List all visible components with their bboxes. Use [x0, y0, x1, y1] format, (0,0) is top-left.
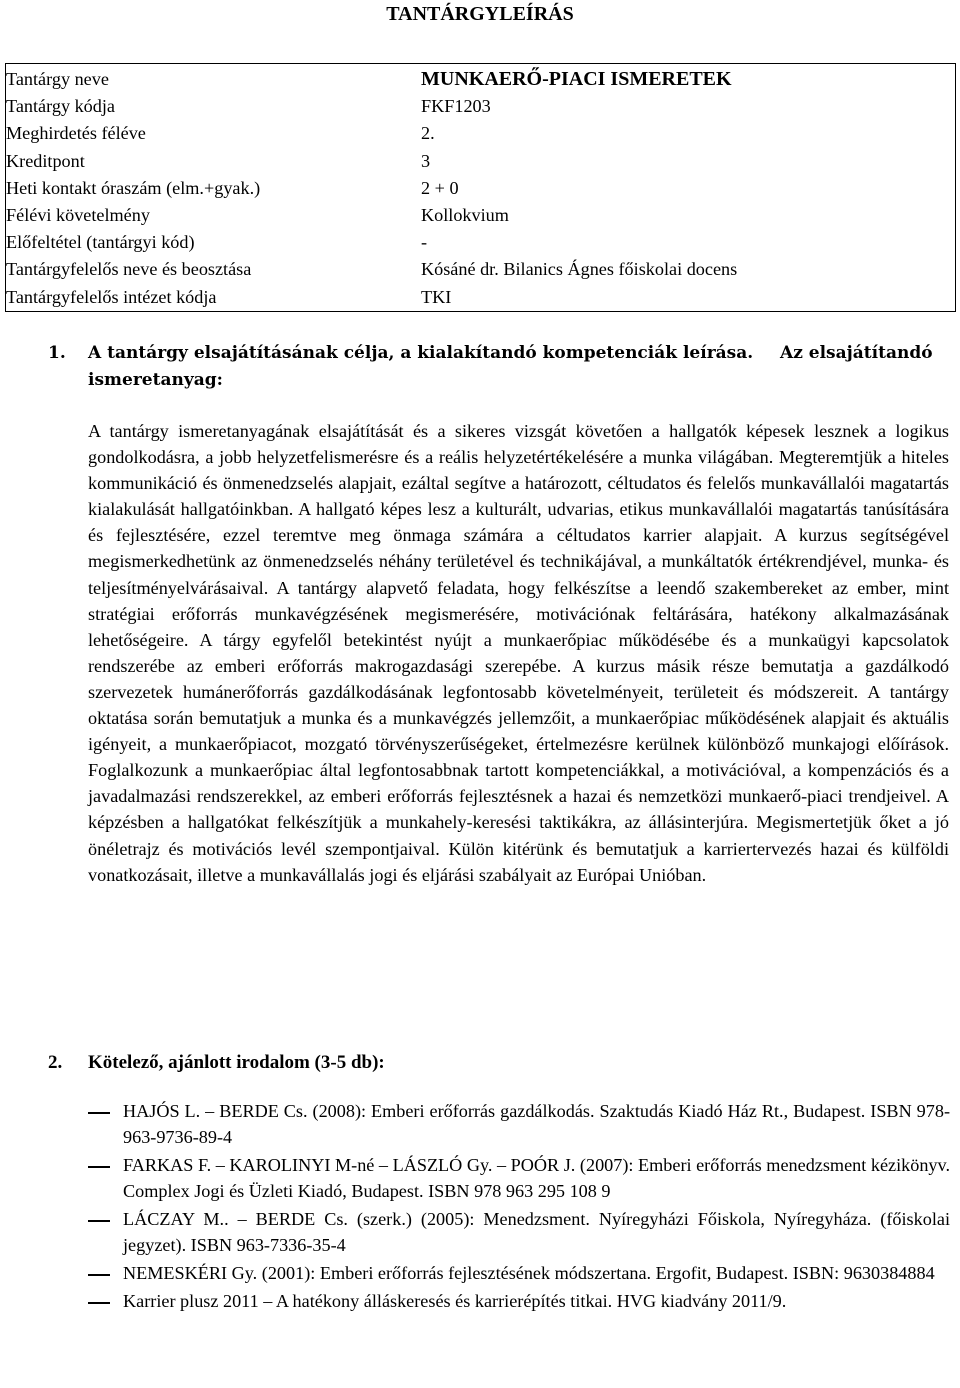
info-label: Kreditpont: [6, 150, 85, 171]
dash-bullet-icon: [88, 1274, 110, 1276]
section-1-body: A tantárgy ismeretanyagának elsajátítását és a sikeres vizsgát követően a hallgatók képesek lesznek a logikus gondolkodásra, a jobb helyzetfelismerésre és a reális helyzetértékelésére a munka világában. Megteremtjük a hiteles kommunikáció és önmenedzselés alapjait, ezáltal segítve a határozott, céltudatos és felelős munkavállalói magatartás kialakulását hallgatóinkban. A hallgató képes lesz a kulturált, udvarias, etikus munkavállalói magatartás tanúsítására és fejlesztésére, ezzel teremtve meg önmaga számára a céltudatos karrier alapjait. A kurzus segítségével megismerkedhetünk az önmenedzselés néhány területével és technikájával, a munkáltatók értékrendjével, munka- és teljesítményelvárásaival. A tantárgy alapvető feladata, hogy felkészítse a leendő szakembereket az ember, mint stratégiai erőforrás munkavégzésének megismerésére, motivációnak feltárására, hatékony alkalmazásának lehetőségeire. A tárgy egyfelől betekintést nyújt a munkaerőpiac működésébe és a munkaügyi kapcsolatok rendszerébe az emberi erőforrás makrogazdasági szerepébe. A kurzus másik része bemutatja a gazdálkodó szervezetek humánerőforrás gazdálkodásának legfontosabb követelményeit, területeit és módszereit. A tantárgy oktatása során bemutatjuk a munka és a munkavégzés jellemzőit, a munkaerőpiac működésének alapjait és aktuális igényeit, a munkaerőpiacot, mozgató törvényszerűségeket, értelmezésre kerülnek különböző munkajogi előírások. Foglalkozunk a munkaerőpiac által legfontosabbnak tartott kompetenciákkal, a motivációval, a kompenzációs és a javadalmazási rendszerekkel, az emberi erőforrás fejlesztésnek a hazai és nemzetközi munkaerő-piaci trendjeivel. A képzésben a hallgatókat felkészítjük a munkahely-keresési taktikákra, az állásinterjúra. Megismertetjük őket a jó önéletrajz és motivációs levél szempontjaival. Külön kitérünk és bemutatjuk a karriertervezés hazai és külföldi vonatkozásait, illetve a munkavállalás jogi és eljárási szabályait az Európai Unióban.: [88, 421, 949, 885]
section-2-title: Kötelező, ajánlott irodalom (3-5 db):: [88, 1052, 385, 1073]
reference-list: [88, 1098, 950, 1316]
reference-text: LÁCZAY M.. – BERDE Cs. (szerk.) (2005): Menedzsment. Nyíregyházi Főiskola, Nyíregyháza. (főiskolai jegyzet). ISBN 963-7336-35-4: [123, 1209, 950, 1255]
section-1-title: A tantárgy elsajátításának célja, a kialakítandó kompetenciák leírása.: [88, 343, 754, 363]
info-value: 2.: [421, 123, 435, 144]
info-label: Tantárgyfelelős intézet kódja: [6, 286, 217, 307]
section-2-number: 2.: [48, 1052, 63, 1073]
reference-text: FARKAS F. – KAROLINYI M-né – LÁSZLÓ Gy. – POÓR J. (2007): Emberi erőforrás menedzsment kézikönyv. Complex Jogi és Üzleti Kiadó, Budapest. ISBN 978 963 295 108 9: [123, 1155, 950, 1201]
info-value: 2 + 0: [421, 177, 459, 198]
reference-item: [88, 1206, 950, 1258]
reference-text: HAJÓS L. – BERDE Cs. (2008): Emberi erőforrás gazdálkodás. Szaktudás Kiadó Ház Rt., Budapest. ISBN 978-963-9736-89-4: [123, 1101, 950, 1147]
info-value: MUNKAERŐ-PIACI ISMERETEK: [421, 68, 732, 90]
dash-bullet-icon: [88, 1220, 110, 1222]
reference-item: [88, 1260, 950, 1286]
dash-bullet-icon: [88, 1302, 110, 1304]
section-1-title-tail: Az elsajátítandó: [780, 343, 933, 363]
info-label: Meghirdetés féléve: [6, 123, 146, 144]
dash-bullet-icon: [88, 1112, 110, 1114]
dash-bullet-icon: [88, 1166, 110, 1168]
reference-item: [88, 1288, 950, 1314]
info-label: Tantárgy neve: [6, 69, 109, 89]
info-label: Félévi követelmény: [6, 205, 150, 225]
reference-text: Karrier plusz 2011 – A hatékony álláskeresés és karrierépítés titkai. HVG kiadvány 2011/9.: [123, 1291, 787, 1311]
page-title: TANTÁRGYLEÍRÁS: [386, 3, 574, 25]
info-label: Előfeltétel (tantárgyi kód): [6, 232, 195, 253]
info-label: Heti kontakt óraszám (elm.+gyak.): [6, 177, 261, 198]
reference-item: [88, 1152, 950, 1204]
info-label: Tantárgyfelelős neve és beosztása: [6, 259, 252, 280]
section-1-title-line2: ismeretanyag:: [88, 370, 223, 390]
info-value: 3: [421, 150, 431, 171]
info-value: Kósáné dr. Bilanics Ágnes főiskolai docens: [421, 259, 738, 280]
info-label: Tantárgy kódja: [6, 96, 115, 117]
section-1-number: 1.: [48, 343, 66, 363]
reference-text: NEMESKÉRI Gy. (2001): Emberi erőforrás fejlesztésének módszertana. Ergofit, Budapest. ISBN: 9630384884: [123, 1263, 935, 1283]
info-value: Kollokvium: [421, 205, 509, 225]
info-value: TKI: [421, 286, 452, 307]
reference-item: [88, 1098, 950, 1150]
info-value: FKF1203: [421, 96, 491, 117]
info-value: -: [421, 232, 428, 253]
